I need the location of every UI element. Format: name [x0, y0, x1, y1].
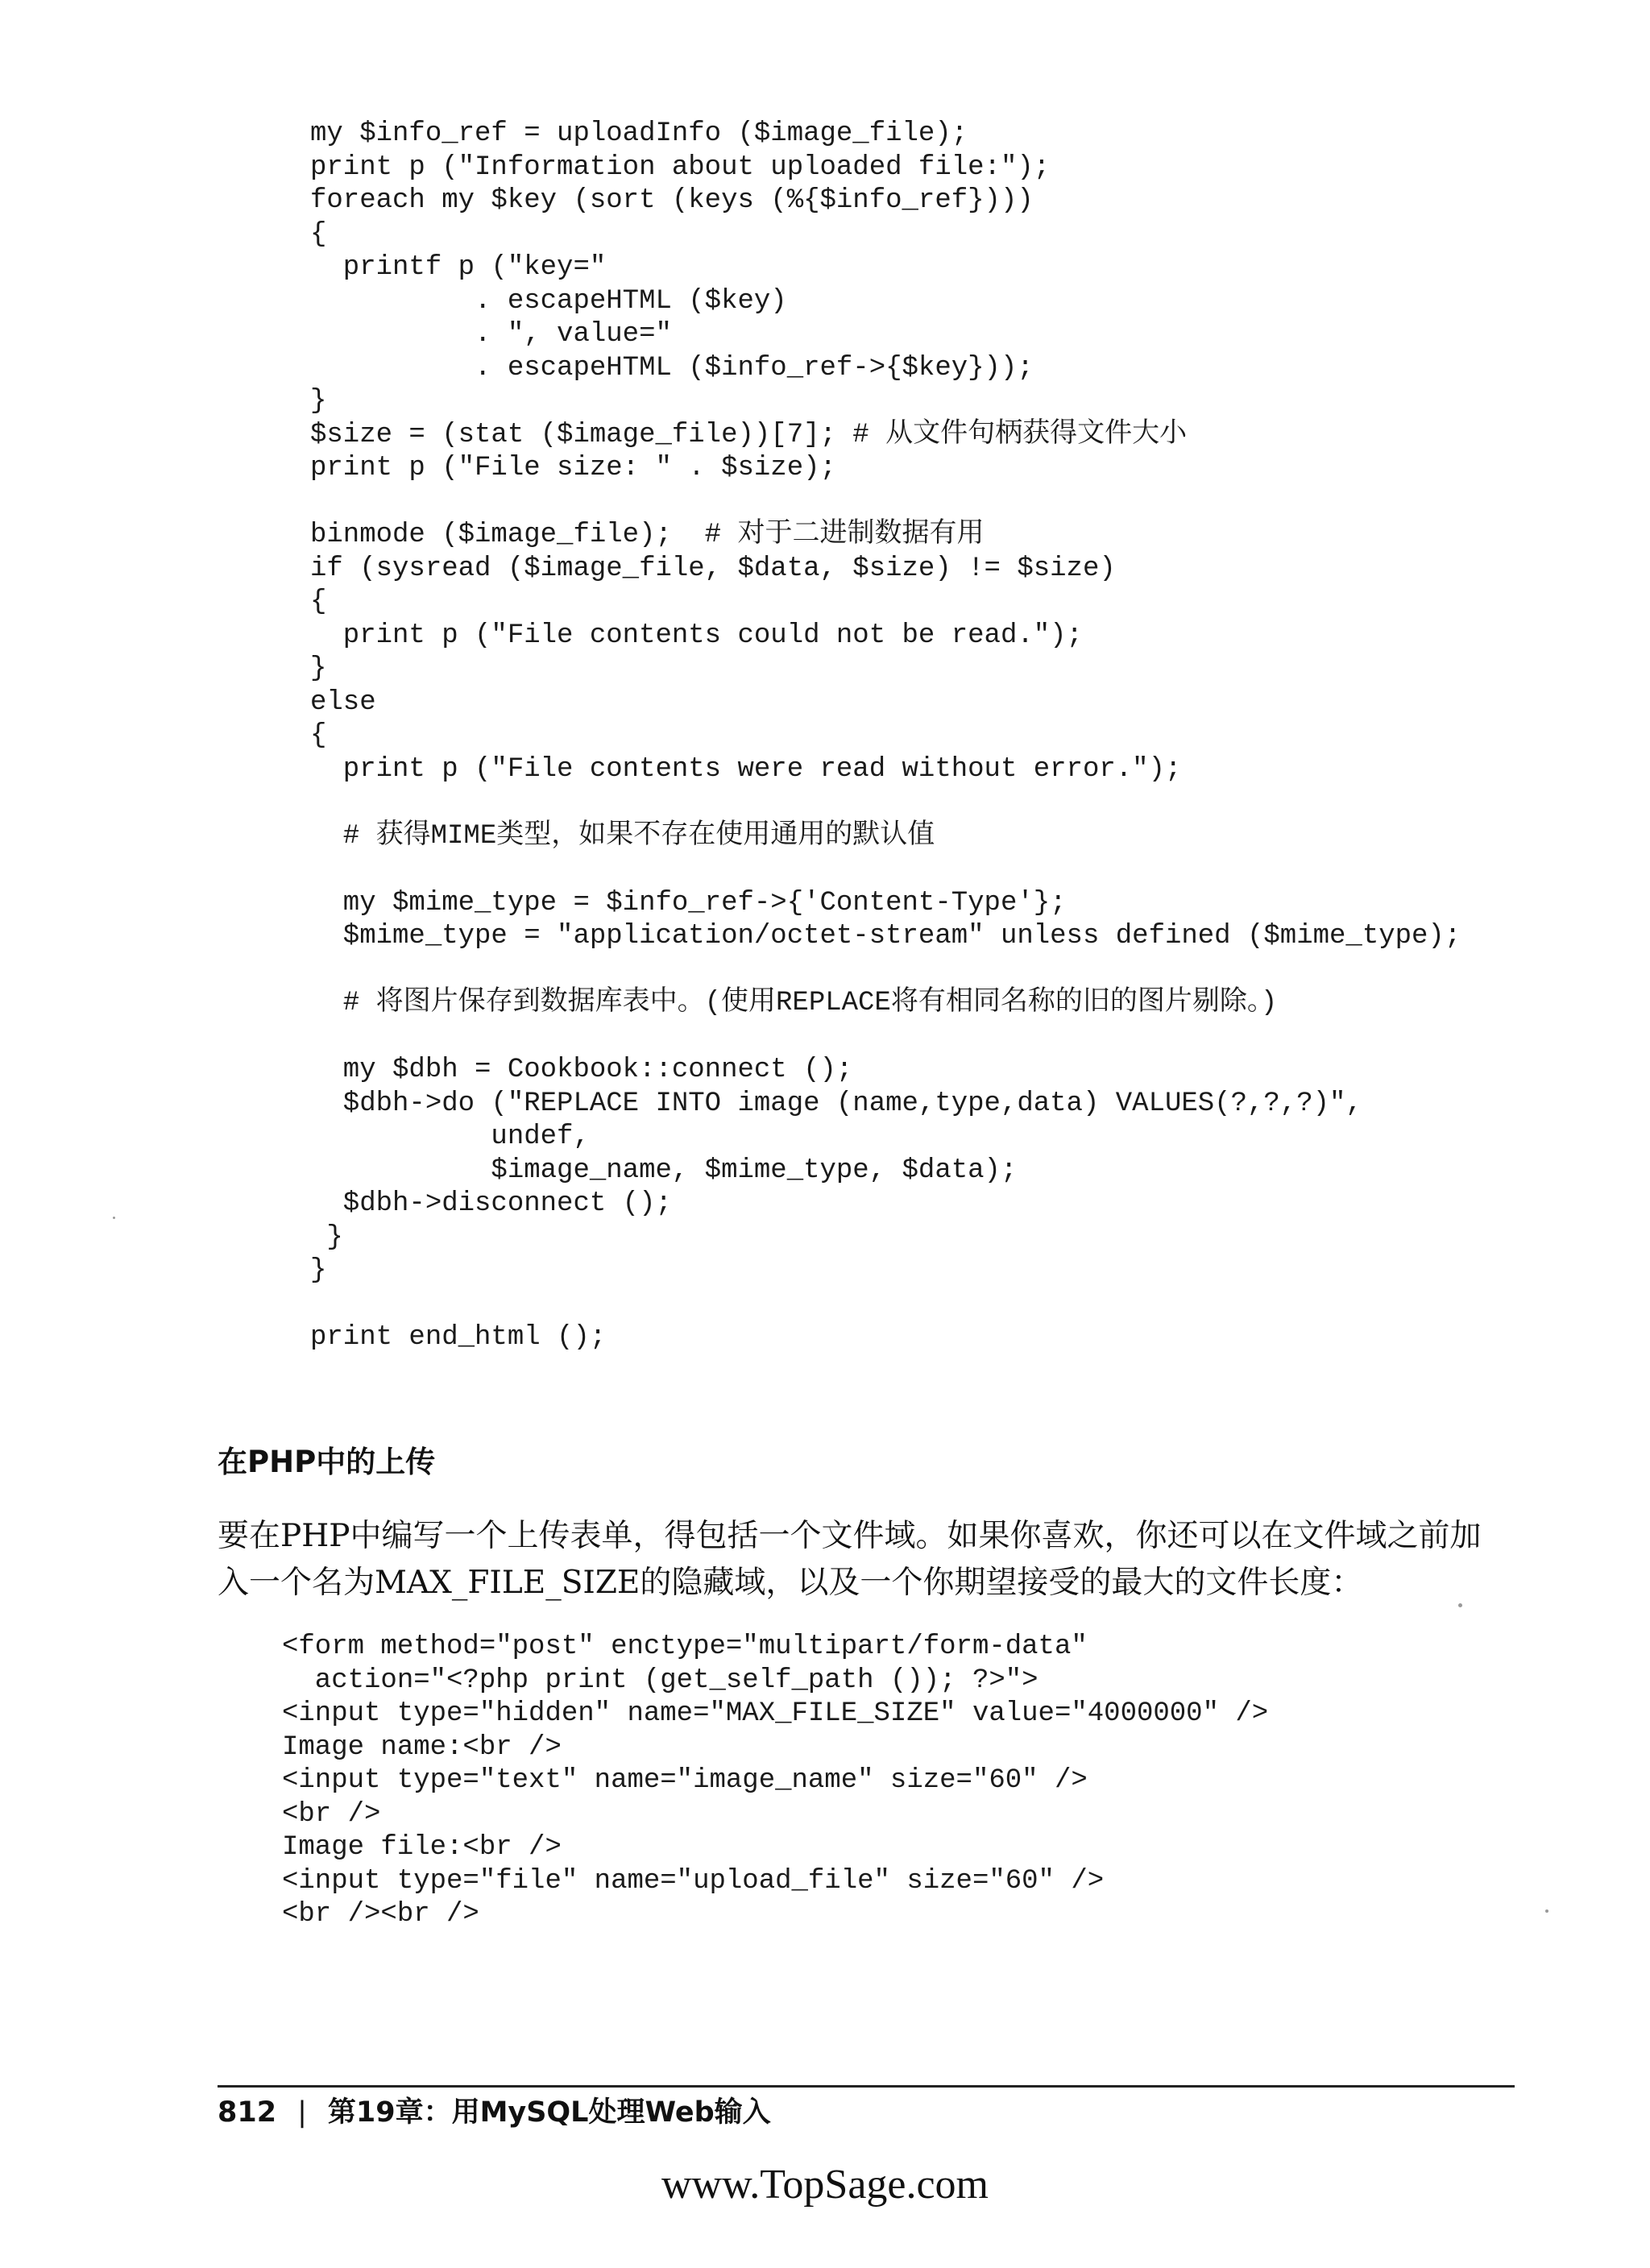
- code-line: {: [310, 587, 327, 617]
- watermark-url: www.TopSage.com: [661, 2162, 989, 2208]
- code-line: [310, 786, 1461, 820]
- code-line: <form method="post" enctype="multipart/form-data": [282, 1632, 1088, 1662]
- code-line: $dbh->disconnect ();: [310, 1188, 672, 1219]
- code-line: my $info_ref = uploadInfo ($image_file);: [310, 118, 968, 149]
- code-line: [310, 1288, 1461, 1322]
- code-line: <input type="file" name="upload_file" size="60" />: [282, 1865, 1105, 1897]
- code-line: }: [310, 1221, 343, 1253]
- code-line: foreach my $key (sort (keys (%{$info_ref}))): [310, 185, 1034, 216]
- paragraph-line: 入一个名为MAX_FILE_SIZE的隐藏域，以及一个你期望接受的最大的文件长度：: [218, 1565, 1363, 1601]
- footer-separator: |: [297, 2096, 307, 2129]
- scan-speck: [1458, 1603, 1462, 1607]
- code-line: [310, 1021, 1461, 1055]
- code-line: . ", value=": [310, 319, 672, 350]
- code-line: <input type="hidden" name="MAX_FILE_SIZE" value="4000000" />: [282, 1698, 1269, 1729]
- code-line: print p ("File size: " . $size);: [310, 453, 836, 483]
- scan-speck: [1545, 1909, 1548, 1913]
- code-line: my $mime_type = $info_ref->{'Content-Type'};: [310, 887, 1067, 918]
- code-line: undef,: [310, 1122, 590, 1152]
- code-line: # 将图片保存到数据库表中。(使用REPLACE将有相同名称的旧的图片剔除。): [310, 988, 1278, 1018]
- code-line: # 获得MIME类型，如果不存在使用通用的默认值: [310, 820, 935, 852]
- code-line: print p ("Information about uploaded file:");: [310, 151, 1051, 183]
- body-paragraph: [218, 1513, 1523, 1607]
- section-heading: 在PHP中的上传: [218, 1445, 436, 1479]
- code-line: {: [310, 218, 327, 250]
- code-line: [310, 853, 1461, 887]
- code-block-bottom: [282, 1631, 1268, 1932]
- code-line: print p ("File contents could not be read.");: [310, 620, 1083, 651]
- code-line: {: [310, 720, 327, 751]
- code-line: . escapeHTML ($key): [310, 285, 787, 317]
- code-line: }: [310, 386, 327, 417]
- code-line: else: [310, 686, 376, 718]
- code-line: action="<?php print (get_self_path ()); ?>">: [282, 1665, 1039, 1696]
- code-line: . escapeHTML ($info_ref->{$key}));: [310, 352, 1034, 384]
- code-line: $size = (stat ($image_file))[7]; # 从文件句柄获得文件大小: [310, 419, 1188, 450]
- code-line: [310, 486, 1461, 520]
- code-line: Image file:<br />: [282, 1832, 562, 1863]
- code-block-top: [310, 118, 1461, 1355]
- code-line: $image_name, $mime_type, $data);: [310, 1155, 1018, 1186]
- code-line: <br /><br />: [282, 1899, 479, 1930]
- code-line: my $dbh = Cookbook::connect ();: [310, 1055, 853, 1085]
- code-line: }: [310, 653, 327, 684]
- code-line: <br />: [282, 1798, 381, 1830]
- code-line: print p ("File contents were read without error.");: [310, 753, 1182, 785]
- code-line: Image name:<br />: [282, 1731, 562, 1763]
- footer-divider: [218, 2085, 1515, 2088]
- scan-speck: [113, 1217, 115, 1219]
- chapter-title: 第19章：用MySQL处理Web输入: [327, 2096, 771, 2129]
- code-line: $dbh->do ("REPLACE INTO image (name,type,data) VALUES(?,?,?)",: [310, 1088, 1362, 1119]
- code-line: <input type="text" name="image_name" size="60" />: [282, 1765, 1088, 1796]
- page-number: 812: [218, 2096, 277, 2129]
- code-line: }: [310, 1255, 327, 1286]
- paragraph-line: 要在PHP中编写一个上传表单，得包括一个文件域。如果你喜欢，你还可以在文件域之前加: [218, 1518, 1482, 1554]
- page-footer: [218, 2095, 771, 2130]
- code-line: $mime_type = "application/octet-stream" unless defined ($mime_type);: [310, 921, 1461, 952]
- code-line: printf p ("key=": [310, 252, 607, 283]
- code-line: print end_html ();: [310, 1322, 607, 1353]
- code-line: if (sysread ($image_file, $data, $size) != $size): [310, 553, 1116, 584]
- code-line: [310, 954, 1461, 988]
- code-line: binmode ($image_file); # 对于二进制数据有用: [310, 520, 985, 550]
